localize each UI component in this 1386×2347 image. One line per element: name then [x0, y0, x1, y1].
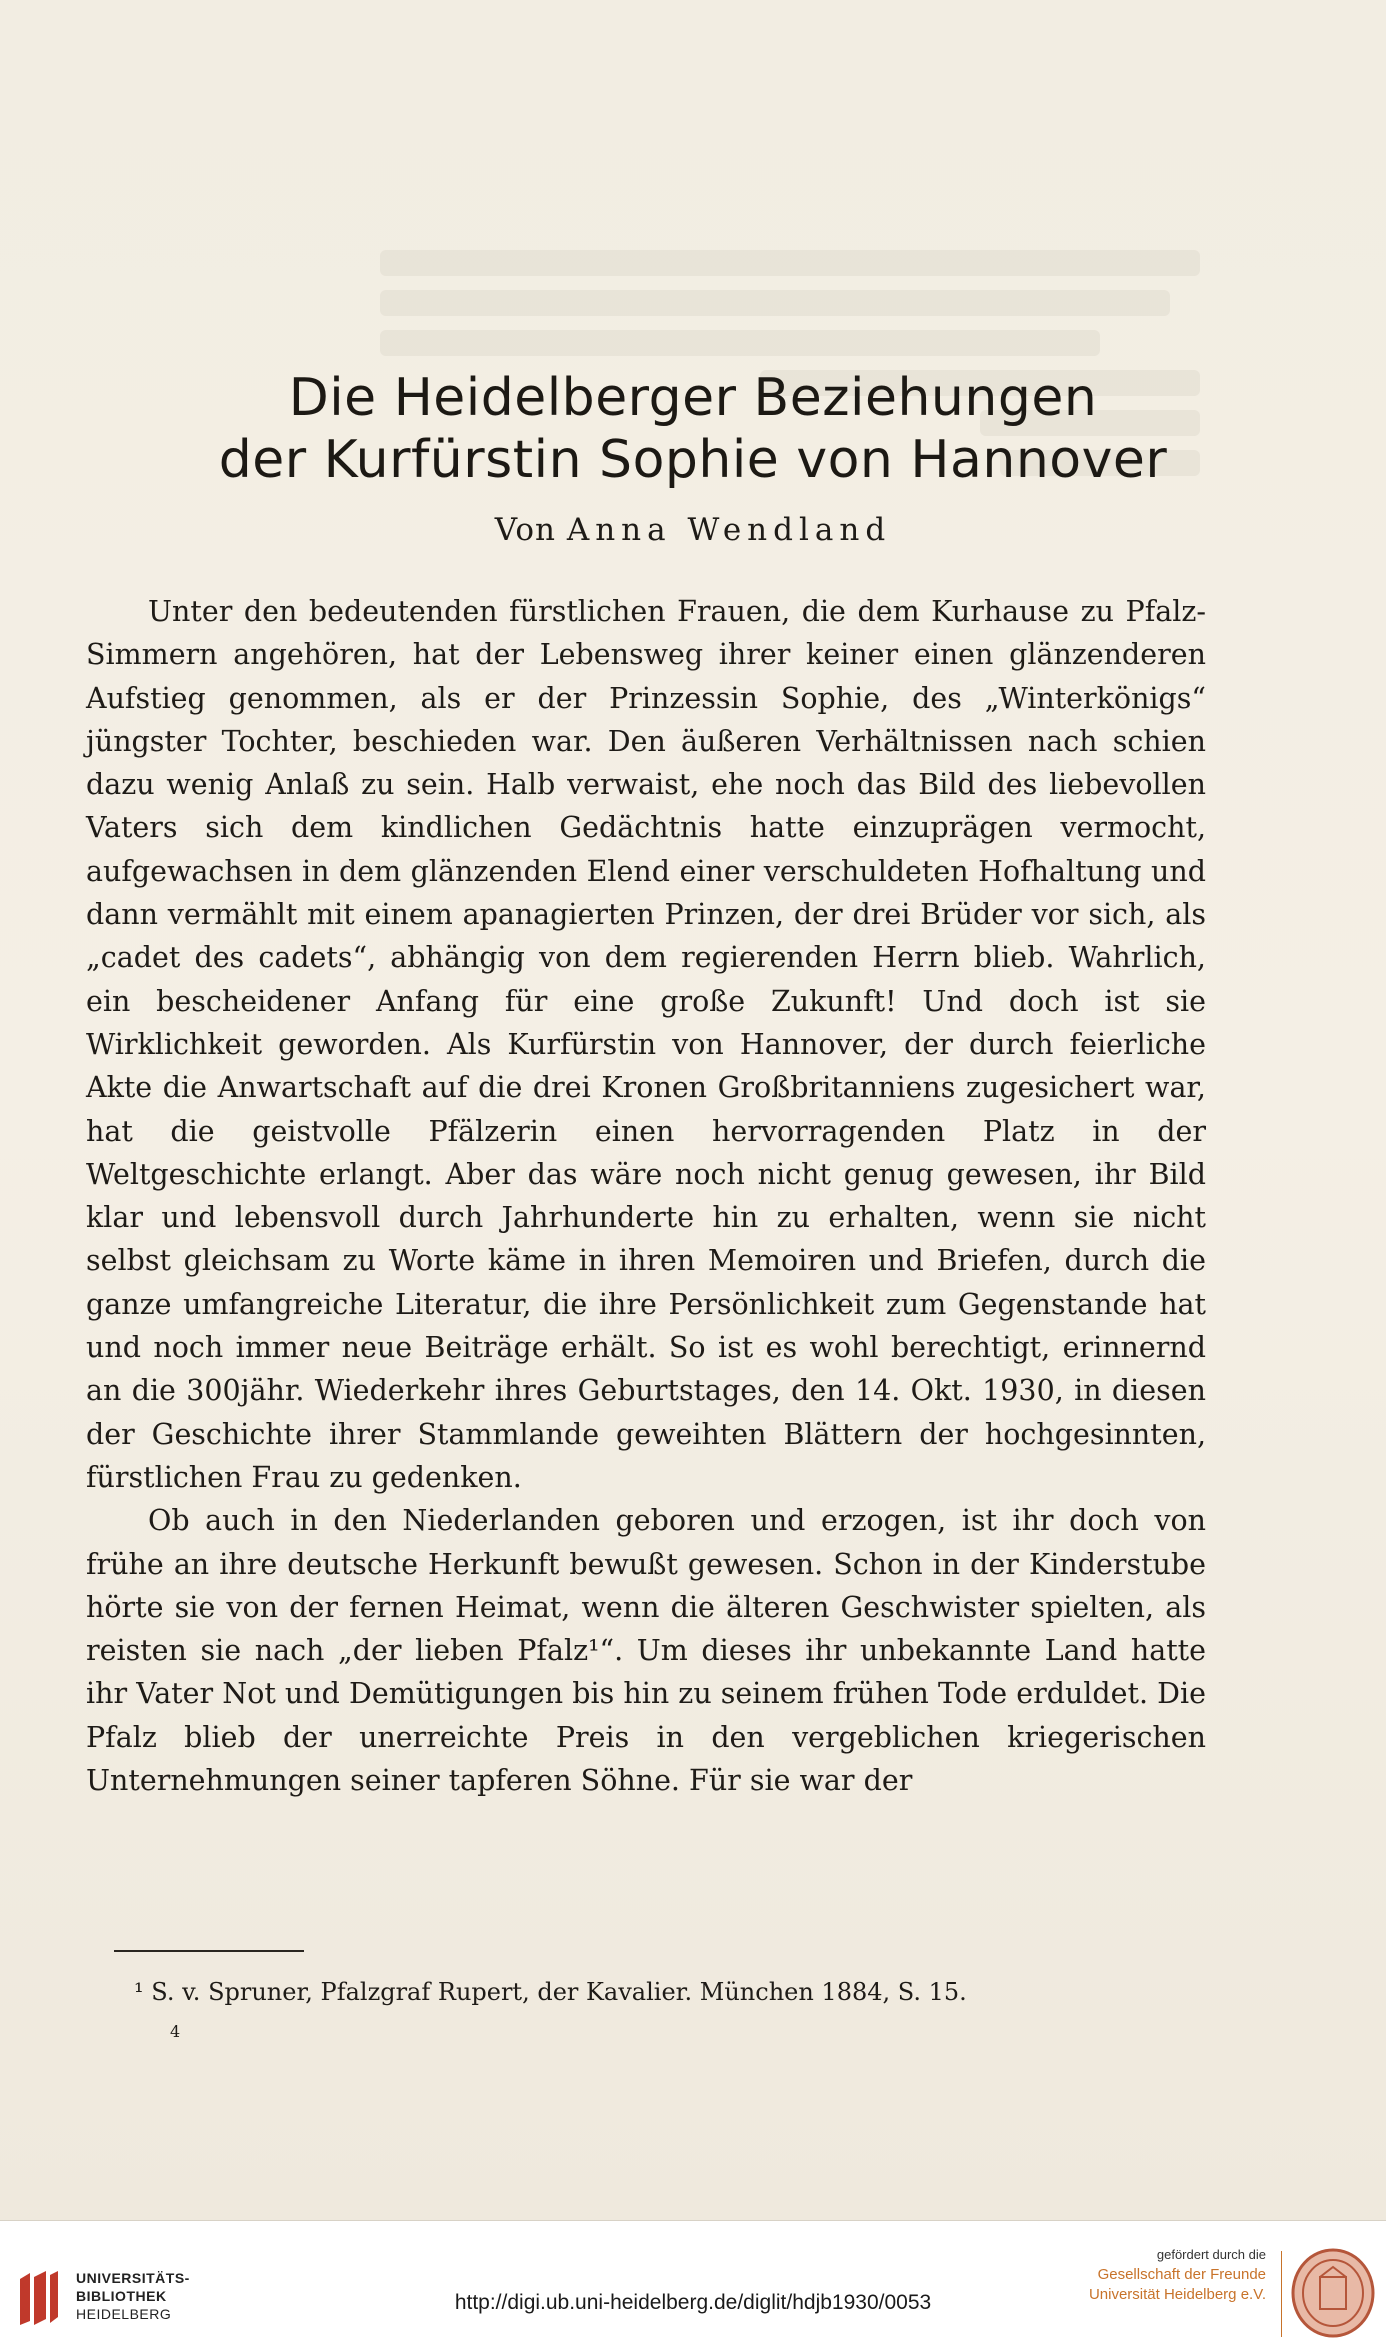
sponsor-label: gefördert durch die	[1156, 2247, 1266, 2262]
article-title-line-1: Die Heidelberger Beziehungen	[288, 368, 1098, 428]
university-seal-icon	[1290, 2247, 1376, 2339]
article-title-line-2: der Kurfürstin Sophie von Hannover	[218, 430, 1168, 490]
footnote: ¹ S. v. Spruner, Pfalzgraf Rupert, der Kavalier. München 1884, S. 15.	[134, 1978, 967, 2006]
paragraph-1: Unter den bedeutenden fürstlichen Frauen, die dem Kurhause zu Pfalz-Simmern angehören, hat der Lebensweg ihrer keiner einen glänzenderen Aufstieg genommen, als er der Prinzessin Sophie, des „Winterkönigs“ jüngster Tochter, beschieden war. Den äußeren Verhältnissen nach schien dazu wenig Anlaß zu sein. Halb verwaist, ehe noch das Bild des liebevollen Vaters sich dem kindlichen Gedächtnis hatte einzuprägen vermocht, aufgewachsen in dem glänzenden Elend einer verschuldeten Hofhaltung und dann vermählt mit einem apanagierten Prinzen, der drei Brüder vor sich, als „cadet des cadets“, abhängig von dem regierenden Herrn blieb. Wahrlich, ein bescheidener Anfang für eine große Zukunft! Und doch ist sie Wirklichkeit geworden. Als Kurfürstin von Hannover, der durch feierliche Akte die Anwartschaft auf die drei Kronen Großbritanniens zugesichert war, hat die geistvolle Pfälzerin einen hervorragenden Platz in der Weltgeschichte erlangt. Aber das wäre noch nicht genug gewesen, ihr Bild klar und lebensvoll durch Jahrhunderte hin zu erhalten, wenn sie nicht selbst gleichsam zu Worte käme in ihren Memoiren und Briefen, durch die ganze umfangreiche Literatur, die ihre Persönlichkeit zum Gegenstande hat und noch immer neue Beiträge erhält. So ist es wohl berechtigt, erinnernd an die 300jähr. Wiederkehr ihres Geburtstages, den 14. Okt. 1930, in diesen der Geschichte ihrer Stammlande geweihten Blättern der hochgesinnten, fürstlichen Frau zu gedenken.	[86, 595, 1206, 1494]
footnote-rule	[114, 1950, 304, 1952]
permalink-url[interactable]: http://digi.ub.uni-heidelberg.de/diglit/hdjb1930/0053	[454, 2291, 932, 2314]
library-name-line-1: UNIVERSITÄTS-	[76, 2270, 190, 2286]
sponsor-divider	[1281, 2251, 1282, 2337]
page-signature: 4	[170, 2022, 181, 2041]
sponsor-org-line-2: Universität Heidelberg e.V.	[1088, 2286, 1266, 2303]
paragraph-2: Ob auch in den Niederlanden geboren und erzogen, ist ihr doch von frühe an ihre deutsche Herkunft bewußt gewesen. Schon in der Kinderstube hörte sie von der fernen Heimat, wenn die älteren Geschwister spielten, als reisten sie nach „der lieben Pfalz¹“. Um dieses ihr unbekannte Land hatte ihr Vater Not und Demütigungen bis hin zu seinem frühen Tode erduldet. Die Pfalz blieb der unerreichte Preis in den vergeblichen kriegerischen Unternehmungen seiner tapferen Söhne. Für sie war der	[86, 1504, 1206, 1798]
library-name-line-3: HEIDELBERG	[76, 2306, 172, 2322]
author-name: Anna Wendland	[566, 512, 892, 548]
digitization-footer	[0, 2220, 1386, 2347]
sponsor-block	[1089, 2245, 1266, 2305]
library-name-line-2: BIBLIOTHEK	[76, 2288, 167, 2304]
author-line	[0, 512, 1386, 548]
article-body	[86, 590, 1206, 1802]
sponsor-org-line-1: Gesellschaft der Freunde	[1097, 2266, 1266, 2283]
author-prefix: Von	[494, 512, 556, 548]
